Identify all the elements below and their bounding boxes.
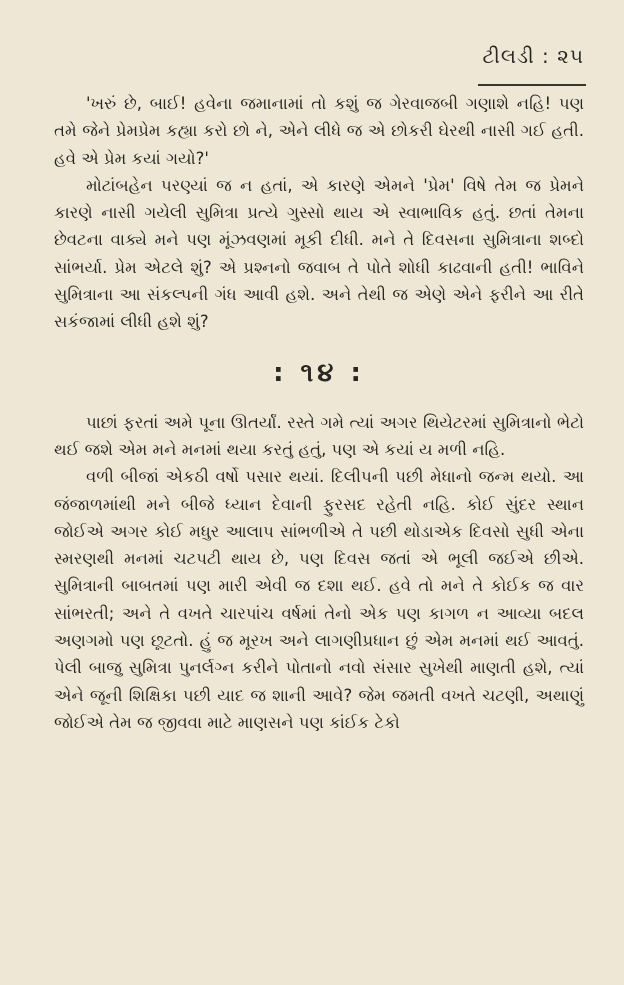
paragraph: વળી બીજાં એકઠી વર્ષો પસાર થયાં. દિલીપની પછી મેધાનો જન્મ થયો. આ જંજાળમાંથી મને બીજે ધ્યાન દેવાની ફુરસદ રહેતી નહિ. કોઈ સુંદર સ્થાન જોઈએ અગર કોઈ મધુર આલાપ સાંભળીએ તે પછી થોડાએક દિવસો સુધી એના સ્મરણથી મનમાં ચટપટી થાય છે, પણ દિવસ જતાં એ ભૂલી જઈએ છીએ. સુમિત્રાની બાબતમાં પણ મારી એવી જ દશા થઈ. હવે તો મને તે કોઈક જ વાર સાંભરતી; અને તે વખતે ચારપાંચ વર્ષમાં તેનો એક પણ કાગળ ન આવ્યા બદલ અણગમો પણ છૂટતો. હું જ મૂરખ અને લાગણીપ્રધાન છું એમ મનમાં થઈ આવતું. પેલી બાજુ સુમિત્રા પુનર્લગ્ન કરીને પોતાનો નવો સંસાર સુખેથી માણતી હશે, ત્યાં એને જૂની શિક્ષિકા પછી યાદ જ શાની આવે? જેમ જમતી વખતે ચટણી, અથાણું જોઈએ તેમ જ જીવવા માટે માણસને પણ કાંઈક ટેકો [54, 467, 584, 732]
paragraph: મોટાંબહેન પરણ્યાં જ ન હતાં, એ કારણે એમને 'પ્રેમ' વિષે તેમ જ પ્રેમને કારણે નાસી ગયેલી સુમિત્રા પ્રત્યે ગુસ્સો થાય એ સ્વાભાવિક હતું. છતાં તેમના છેવટના વાક્યે મને પણ મૂંઝવણમાં મૂકી દીધી. મને તે દિવસના સુમિત્રાના શબ્દો સાંભર્યા. પ્રેમ એટલે શું? એ પ્રશ્નનો જવાબ તે પોતે શોધી કાઢવાની હતી! ભાવિને સુમિત્રાના આ સંકલ્પની ગંધ આવી હશે. અને તેથી જ એણે એને ફરીને આ રીતે સકંજામાં લીધી હશે શું? [54, 175, 584, 332]
chapter-number: : ૧૪ : [273, 357, 365, 388]
page-header [54, 44, 584, 86]
paragraph: પાછાં ફરતાં અમે પૂના ઊતર્યાં. રસ્તે ગમે ત્યાં અગર થિયેટરમાં સુમિત્રાનો ભેટો થઈ જશે એમ મને મનમાં થયા કરતું હતું, પણ એ કયાં ય મળી નહિ. [54, 412, 584, 459]
paragraph: 'ખરું છે, બાઈ! હવેના જમાનામાં તો કશું જ ગેરવાજબી ગણાશે નહિ! પણ તમે જેને પ્રેમપ્રેમ કહ્યા કરો છો ને, એને લીધે જ એ છોકરી ઘેરથી નાસી ગઈ હતી. હવે એ પ્રેમ કયાં ગયો?' [54, 94, 584, 168]
header-underline [478, 84, 586, 86]
running-title [482, 44, 584, 86]
running-title-text: ટીલડી : ૨૫ [482, 44, 584, 68]
